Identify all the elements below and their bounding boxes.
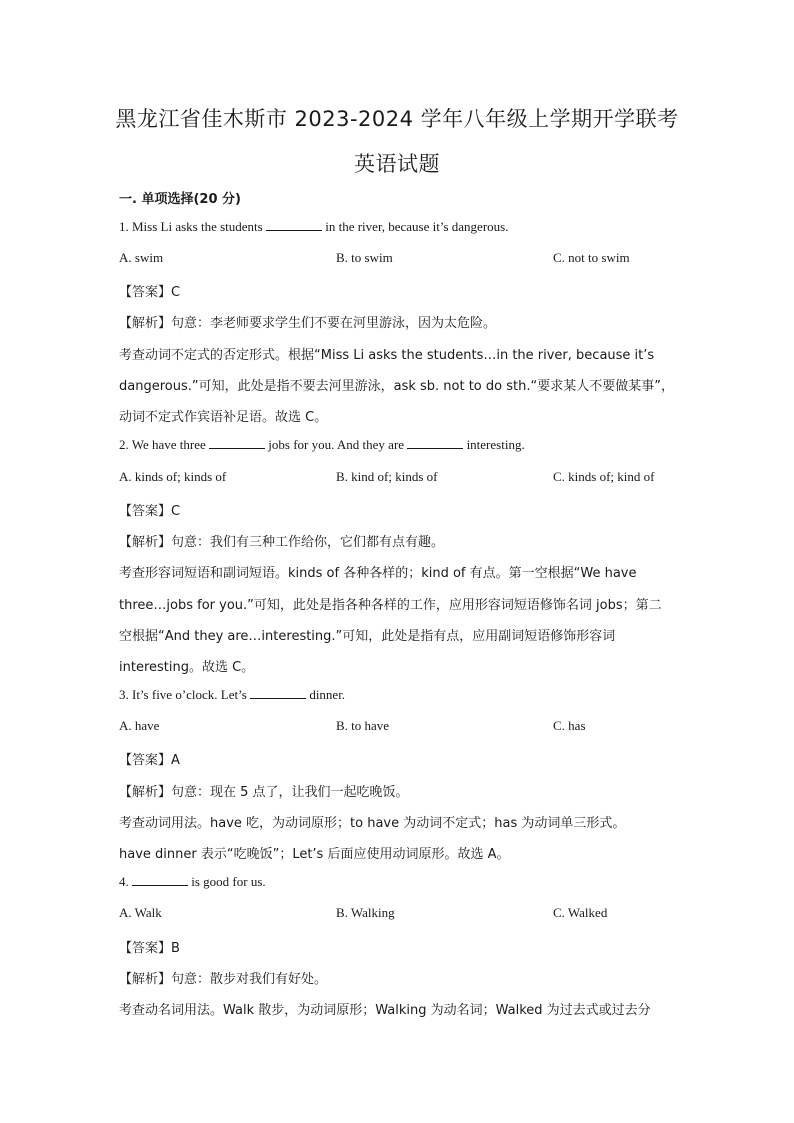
question-2-analysis: 空根据“And they are…interesting.”可知，此处是指有点，应用副词短语修饰形容词	[119, 629, 616, 644]
question-4-option-b: B. Walking	[336, 905, 395, 920]
question-2-analysis: three…jobs for you.”可知，此处是指各种各样的工作，应用形容词短语修饰名词 jobs；第二	[119, 598, 662, 613]
question-3-analysis: have dinner 表示“吃晚饭”；Let’s 后面应使用动词原形。故选 A。	[119, 847, 510, 862]
question-1-stem: 1. Miss Li asks the students in the river, because it’s dangerous.	[119, 219, 509, 234]
question-2-option-a: A. kinds of; kinds of	[119, 469, 227, 484]
question-3-option-b: B. to have	[336, 718, 390, 733]
page-title: 黑龙江省佳木斯市 2023-2024 学年八年级上学期开学联考	[115, 107, 679, 131]
answer-blank	[266, 219, 322, 231]
question-2-answer: 【答案】C	[119, 504, 181, 519]
question-4-option-c: C. Walked	[553, 905, 608, 920]
question-4-analysis: 考查动名词用法。Walk 散步，为动词原形；Walking 为动名词；Walked 为过去式或过去分	[119, 1003, 651, 1018]
section-heading: 一. 单项选择(20 分)	[119, 192, 241, 207]
answer-blank	[132, 874, 188, 886]
question-3-analysis: 【解析】句意：现在 5 点了，让我们一起吃晚饭。	[119, 785, 409, 800]
question-3-stem: 3. It’s five o’clock. Let’s dinner.	[119, 687, 346, 702]
question-3-analysis: 考查动词用法。have 吃，为动词原形；to have 为动词不定式；has 为动词单三形式。	[119, 816, 626, 831]
question-1-analysis: 动词不定式作宾语补足语。故选 C。	[119, 410, 328, 425]
question-1-option-c: C. not to swim	[553, 250, 630, 265]
question-4-option-a: A. Walk	[119, 905, 162, 920]
question-3-option-a: A. have	[119, 718, 160, 733]
question-1-analysis: dangerous.”可知，此处是指不要去河里游泳，ask sb. not to do sth.“要求某人不要做某事”，	[119, 379, 674, 394]
question-3-option-c: C. has	[553, 718, 586, 733]
question-4-answer: 【答案】B	[119, 941, 180, 956]
question-2-analysis: interesting。故选 C。	[119, 660, 255, 675]
question-2-analysis: 考查形容词短语和副词短语。kinds of 各种各样的；kind of 有点。第一空根据“We have	[119, 566, 637, 581]
question-4-stem: 4. is good for us.	[119, 874, 266, 889]
page-subtitle: 英语试题	[354, 152, 440, 176]
question-1-option-b: B. to swim	[336, 250, 393, 265]
question-1-analysis: 【解析】句意：李老师要求学生们不要在河里游泳，因为太危险。	[119, 316, 497, 331]
question-2-option-b: B. kind of; kinds of	[336, 469, 438, 484]
answer-blank	[209, 437, 265, 449]
question-3-answer: 【答案】A	[119, 753, 180, 768]
question-4-analysis: 【解析】句意：散步对我们有好处。	[119, 972, 328, 987]
answer-blank	[407, 437, 463, 449]
question-1-option-a: A. swim	[119, 250, 164, 265]
question-1-analysis: 考查动词不定式的否定形式。根据“Miss Li asks the students…in the river, because it’s	[119, 348, 655, 363]
question-1-answer: 【答案】C	[119, 285, 181, 300]
question-2-stem: 2. We have three jobs for you. And they are interesting.	[119, 437, 525, 452]
question-2-analysis: 【解析】句意：我们有三种工作给你，它们都有点有趣。	[119, 535, 445, 550]
answer-blank	[250, 687, 306, 699]
question-2-option-c: C. kinds of; kind of	[553, 469, 655, 484]
